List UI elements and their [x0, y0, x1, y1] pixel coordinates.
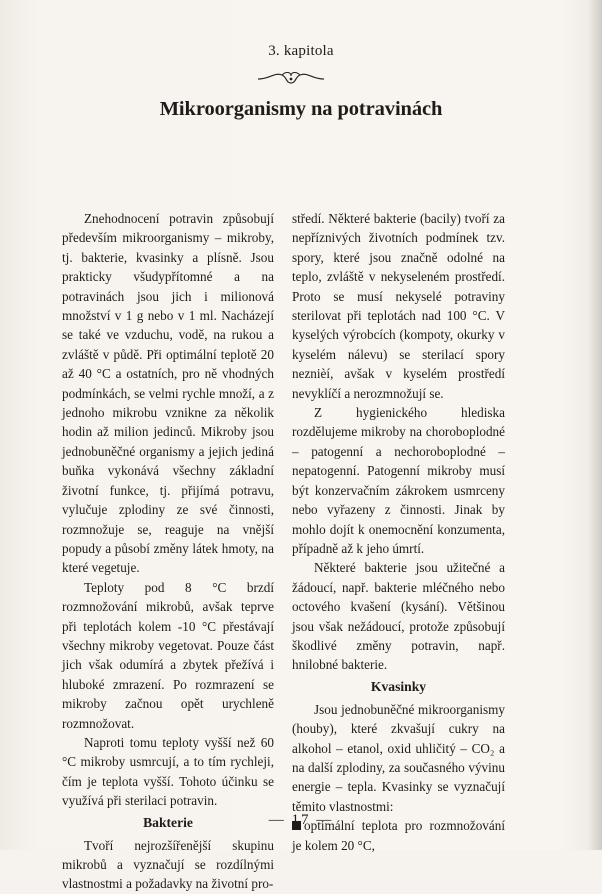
section-heading-bakterie: Bakterie: [143, 814, 193, 830]
chapter-label: 3. kapitola: [268, 43, 334, 59]
paragraph: Znehodnocení potravin způsobují především mikroorganismy – mikroby, tj. bakterie, kvasinky a plísně. Jsou prakticky všudypřítomné a na potravinách jsou jich i milionová množství v 1 g nebo v 1 ml. Nacházejí se také ve vzduchu, vodě, na rukou a zvláště v půdě. Při optimální teplotě 20 až 40 °C a ostatních, pro ně vhodných podmínkách, se velmi rychle množí, a z jednoho mikrobu vznikne za několik hodin až milion jedinců. Mikroby jsou jednobuněčné organismy a jejich jediná buňka vykonává všechny základní životní funkce, tj. přijímá potravu, vylučuje zplodiny ze své činnosti, rozmnožuje se, reaguje na vnější popudy a působí změny látek hmoty, na které vegetuje.: [62, 211, 274, 576]
paragraph: Z hygienického hlediska rozdělujeme mikroby na choroboplodné – patogenní a nechoroboplodné – nepatogenní. Patogenní mikroby musí být konzervačním zákrokem usmrceny nebo vyřazeny z činnosti. Jinak by mohlo dojít k onemocnění konzumenta, případně až k jeho úmrtí.: [292, 405, 505, 556]
paragraph: Teploty pod 8 °C brzdí rozmnožování mikrobů, avšak teprve při teplotách kolem -10 °C přestávají všechny mikroby vegetovat. Pouze část jich však odumírá a zbytek přežívá i hluboké zmrazení. Po rozmrazení se mikroby začnou opět urychleně rozmnožovat.: [62, 579, 274, 731]
right-column: [292, 209, 505, 855]
bullet-text: optimální teplota pro rozmnožování je kolem 20 °C,: [292, 818, 505, 853]
section-heading-kvasinky: Kvasinky: [370, 678, 427, 694]
paragraph: Tvoří nejrozšířenější skupinu mikrobů a vyznačují se rozdílnými vlastnostmi a požadavky na životní pro-: [62, 837, 274, 892]
page-number: — 17 —: [268, 812, 334, 828]
chapter-title: Mikroorganismy na potravinách: [159, 98, 443, 120]
paragraph: Naproti tomu teploty vyšší než 60 °C mikroby usmrcují, a to tím rychleji, čím je teplota vyšší. Tohoto účinku se využívá při sterilaci potravin.: [62, 734, 274, 809]
ornament-divider-icon: [256, 70, 326, 88]
paragraph: Jsou jednobuněčné mikroorganismy (houby), které zkvašují cukry na alkohol – etanol, oxid uhličitý – CO₂ a na další zplodiny, za současného vývinu energie – tepla. Kvasinky se vyznačují těmito vlastnostmi:: [292, 701, 505, 814]
paragraph: středí. Některé bakterie (bacily) tvoří za nepříznivých životních podmínek tzv. spory, které jsou značně odolné na teplo, zvláště v nekyseleném prostředí. Proto se musí nekyselé potraviny sterilovat při teplotách nad 100 °C. V kyselých výrobcích (kompoty, okurky v kyselém nálevu) se sterilací spory neznièí, avšak v kyselém prostředí nevyklíčí a nerozmnožují se.: [292, 211, 505, 401]
left-column: [62, 209, 274, 894]
paragraph: Některé bakterie jsou užitečné a žádoucí, např. bakterie mléčného nebo octového kvašení (kysání). Většinou jsou však nežádoucí, protože způsobují škodlivé změny potravin, např. hnilobné bakterie.: [292, 560, 505, 673]
spine-shadow: [588, 0, 602, 850]
